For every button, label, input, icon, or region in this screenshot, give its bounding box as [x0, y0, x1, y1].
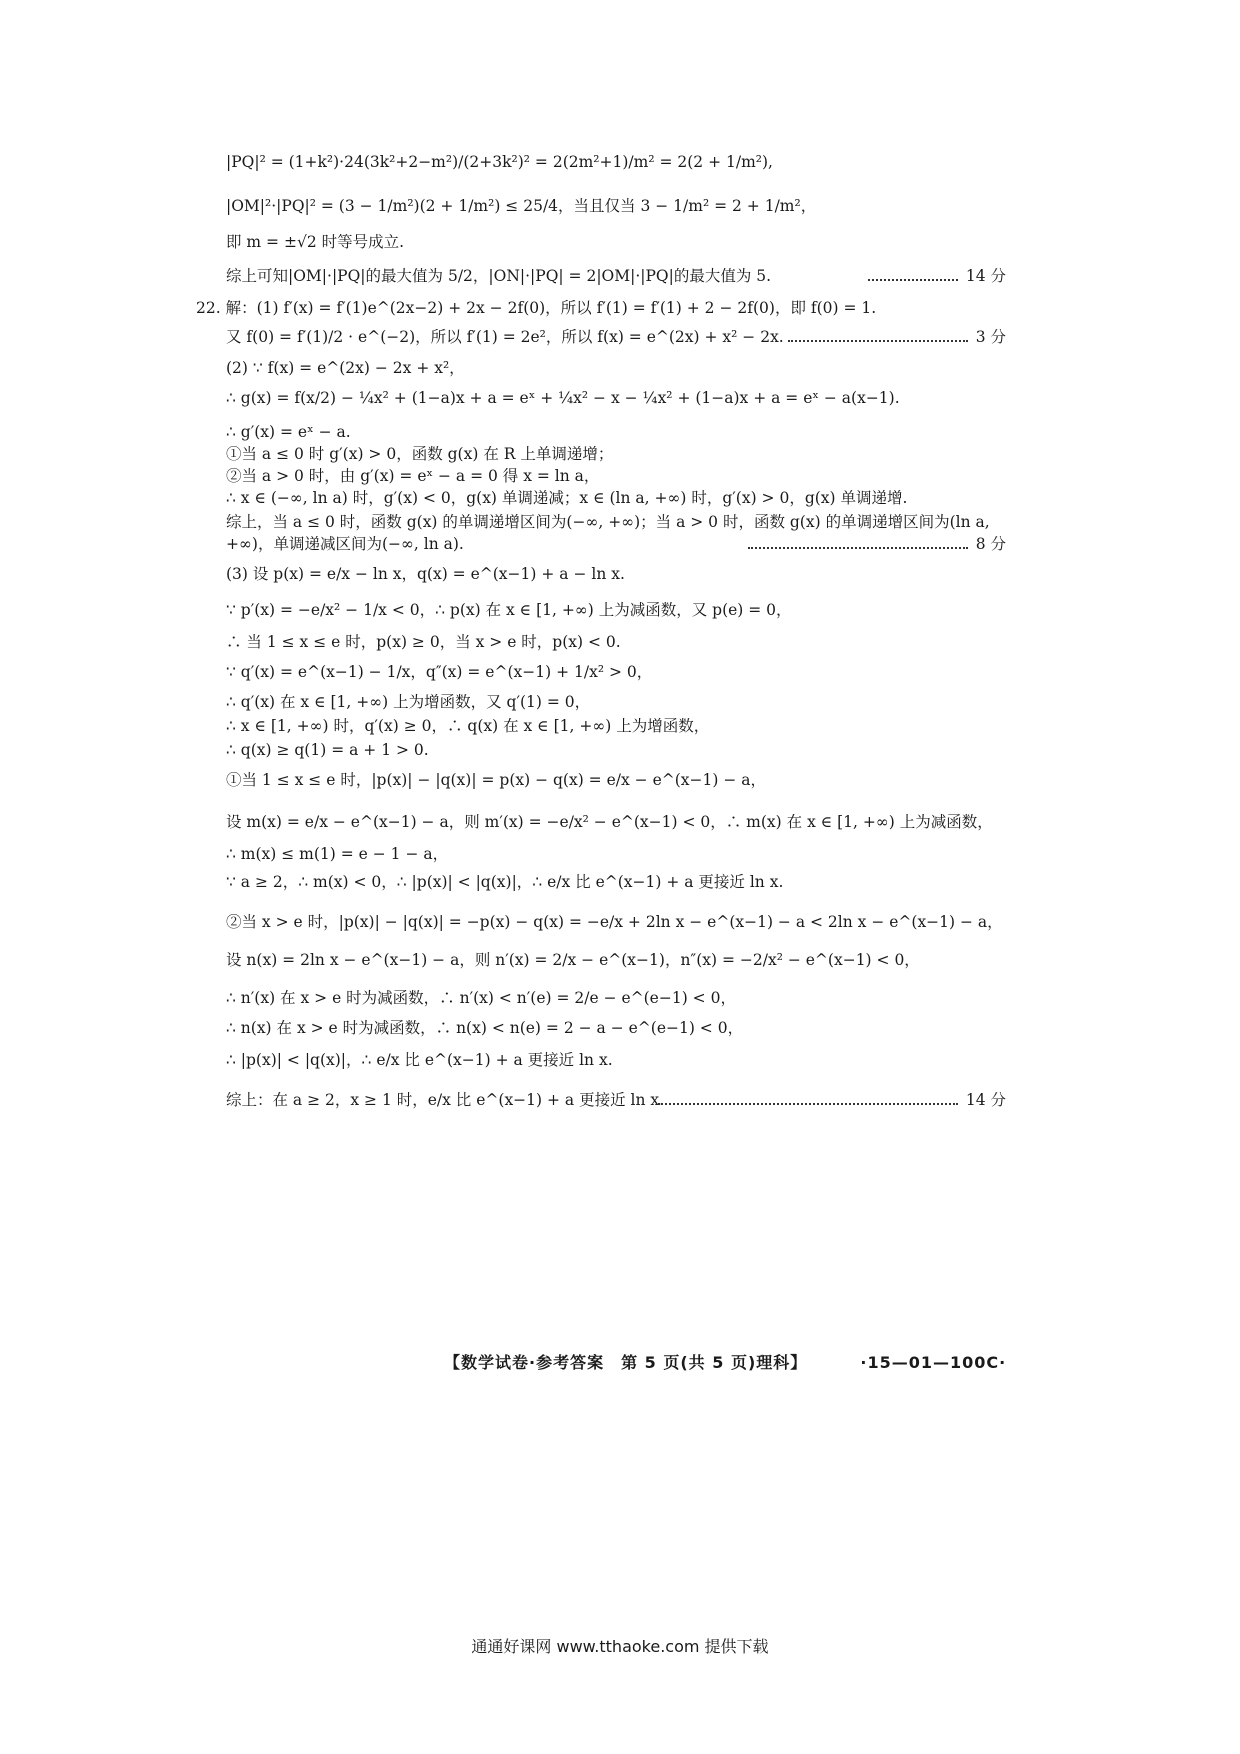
- solution-text: ∴ n(x) 在 x > e 时为减函数，∴ n(x) < n(e) = 2 − a − e^(e−1) < 0，: [226, 1019, 744, 1037]
- solution-line: [226, 488, 1006, 508]
- solution-line: [226, 327, 1006, 347]
- solution-line: [226, 1018, 1006, 1038]
- solution-text: ∴ q′(x) 在 x ∈ [1, +∞) 上为增函数，又 q′(1) = 0，: [226, 693, 591, 711]
- solution-text: ∴ x ∈ (−∞, ln a) 时，g′(x) < 0，g(x) 单调递减；x ∈ (ln a, +∞) 时，g′(x) > 0，g(x) 单调递增.: [226, 489, 908, 507]
- score-marker: [868, 266, 1006, 286]
- solution-text: |OM|²·|PQ|² = (3 − 1/m²)(2 + 1/m²) ≤ 25/4，当且仅当 3 − 1/m² = 2 + 1/m²，: [226, 197, 817, 215]
- solution-line: [226, 152, 1006, 172]
- solution-line: [226, 716, 1006, 736]
- solution-line: [226, 770, 1006, 790]
- solution-text: 综上，当 a ≤ 0 时，函数 g(x) 的单调递增区间为(−∞, +∞)；当 a > 0 时，函数 g(x) 的单调递增区间为(ln a,: [226, 513, 990, 531]
- solution-line: [226, 692, 1006, 712]
- solution-text: ∴ x ∈ [1, +∞) 时，q′(x) ≥ 0，∴ q(x) 在 x ∈ [1, +∞) 上为增函数，: [226, 717, 710, 735]
- solution-line: [226, 662, 1006, 682]
- score-leader-dots: [658, 1103, 958, 1105]
- solution-line: [226, 422, 1006, 442]
- solution-line: [226, 872, 1006, 892]
- solution-line: [226, 232, 1006, 252]
- solution-text: ①当 1 ≤ x ≤ e 时，|p(x)| − |q(x)| = p(x) − q(x) = e/x − e^(x−1) − a，: [226, 771, 767, 789]
- solution-line: [226, 912, 1006, 932]
- solution-line: [226, 1090, 1006, 1110]
- solution-text: ∴ |p(x)| < |q(x)|，∴ e/x 比 e^(x−1) + a 更接近 ln x.: [226, 1051, 613, 1069]
- solution-text: 设 n(x) = 2ln x − e^(x−1) − a，则 n′(x) = 2/x − e^(x−1)，n″(x) = −2/x² − e^(x−1) < 0，: [226, 951, 920, 969]
- solution-text: ∴ g(x) = f(x/2) − ¼x² + (1−a)x + a = eˣ + ¼x² − x − ¼x² + (1−a)x + a = eˣ − a(x−1).: [226, 389, 900, 407]
- solution-text: ∴ g′(x) = eˣ − a.: [226, 423, 351, 441]
- solution-text: 又 f(0) = f′(1)/2 · e^(−2)，所以 f′(1) = 2e²，所以 f(x) = e^(2x) + x² − 2x.: [226, 328, 784, 346]
- solution-line: [226, 844, 1006, 864]
- solution-line: [226, 564, 1006, 584]
- score-value: 8 分: [975, 535, 1006, 553]
- solution-text: 综上可知|OM|·|PQ|的最大值为 5/2，|ON|·|PQ| = 2|OM|·|PQ|的最大值为 5.: [226, 267, 772, 285]
- solution-line: [226, 388, 1006, 408]
- solution-text: ∴ q(x) ≥ q(1) = a + 1 > 0.: [226, 741, 429, 759]
- solution-line: [226, 1050, 1006, 1070]
- solution-text: ∵ a ≥ 2，∴ m(x) < 0，∴ |p(x)| < |q(x)|，∴ e/x 比 e^(x−1) + a 更接近 ln x.: [226, 873, 784, 891]
- solution-line: [226, 266, 1006, 286]
- solution-text: ∴ n′(x) 在 x > e 时为减函数，∴ n′(x) < n′(e) = 2/e − e^(e−1) < 0，: [226, 989, 736, 1007]
- solution-text: ①当 a ≤ 0 时 g′(x) > 0，函数 g(x) 在 R 上单调递增；: [226, 445, 614, 463]
- solution-line: [226, 988, 1006, 1008]
- solution-text: ∴ 当 1 ≤ x ≤ e 时，p(x) ≥ 0，当 x > e 时，p(x) < 0.: [226, 633, 621, 651]
- solution-text: 22. 解：(1) f′(x) = f′(1)e^(2x−2) + 2x − 2f(0)，所以 f′(1) = f′(1) + 2 − 2f(0)，即 f(0) = 1.: [196, 299, 877, 317]
- solution-line: [226, 950, 1006, 970]
- solution-text: 综上：在 a ≥ 2，x ≥ 1 时，e/x 比 e^(x−1) + a 更接近 ln x.: [226, 1091, 665, 1109]
- solution-line: [226, 740, 1006, 760]
- score-marker: [788, 327, 1006, 347]
- solution-text: (2) ∵ f(x) = e^(2x) − 2x + x²，: [226, 359, 465, 377]
- score-marker: [748, 534, 1006, 554]
- score-marker: [658, 1090, 1006, 1110]
- solution-text: ∵ q′(x) = e^(x−1) − 1/x，q″(x) = e^(x−1) + 1/x² > 0，: [226, 663, 653, 681]
- solution-line: [226, 600, 1006, 620]
- solution-text: ②当 a > 0 时，由 g′(x) = eˣ − a = 0 得 x = ln a，: [226, 467, 600, 485]
- solution-line: [226, 512, 1006, 532]
- page-footer: [444, 1350, 1006, 1373]
- solution-text: ∵ p′(x) = −e/x² − 1/x < 0，∴ p(x) 在 x ∈ [1, +∞) 上为减函数，又 p(e) = 0，: [226, 601, 792, 619]
- solution-text: 即 m = ±√2 时等号成立.: [226, 233, 405, 251]
- solution-text: 设 m(x) = e/x − e^(x−1) − a，则 m′(x) = −e/x² − e^(x−1) < 0，∴ m(x) 在 x ∈ [1, +∞) 上为减函数，: [226, 813, 993, 831]
- solution-text: +∞)，单调递减区间为(−∞, ln a).: [226, 535, 464, 553]
- solution-line: [226, 812, 1006, 832]
- source-note: 通通好课网 www.tthaoke.com 提供下载: [471, 1637, 769, 1656]
- score-leader-dots: [868, 279, 958, 281]
- solution-text: (3) 设 p(x) = e/x − ln x，q(x) = e^(x−1) + a − ln x.: [226, 565, 625, 583]
- solution-line: [226, 444, 1006, 464]
- solution-line: [226, 632, 1006, 652]
- score-leader-dots: [748, 547, 968, 549]
- solution-text: |PQ|² = (1+k²)·24(3k²+2−m²)/(2+3k²)² = 2(2m²+1)/m² = 2(2 + 1/m²),: [226, 153, 773, 171]
- score-value: 14 分: [965, 267, 1006, 285]
- footer-code: ·15—01—100C·: [860, 1353, 1007, 1372]
- solution-line: [226, 534, 1006, 554]
- score-leader-dots: [788, 340, 968, 342]
- solution-text: ②当 x > e 时，|p(x)| − |q(x)| = −p(x) − q(x) = −e/x + 2ln x − e^(x−1) − a < 2ln x − e^(x−1) − a，: [226, 913, 1003, 931]
- score-value: 3 分: [975, 328, 1006, 346]
- solution-line: [226, 466, 1006, 486]
- footer-title: 【数学试卷·参考答案 第 5 页(共 5 页)理科】: [444, 1353, 808, 1372]
- solution-line: [226, 196, 1006, 216]
- solution-line: [196, 298, 976, 318]
- solution-text: ∴ m(x) ≤ m(1) = e − 1 − a，: [226, 845, 449, 863]
- solution-line: [226, 358, 1006, 378]
- score-value: 14 分: [965, 1091, 1006, 1109]
